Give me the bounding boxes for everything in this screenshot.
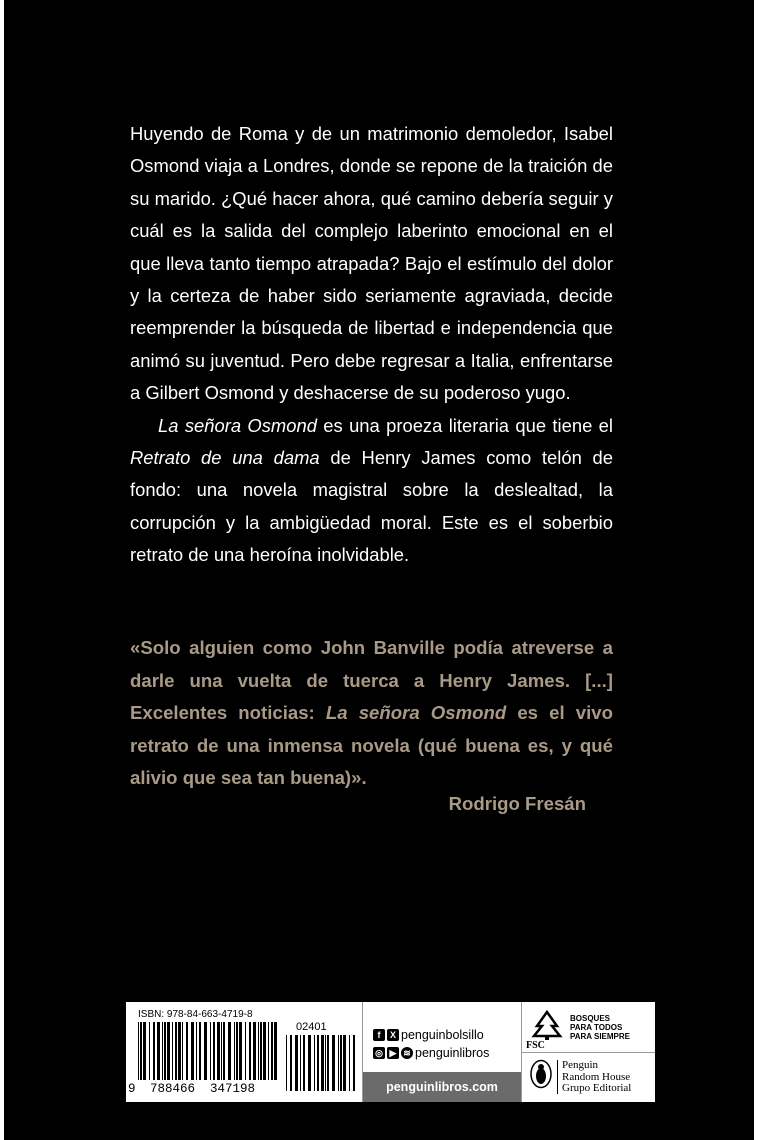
x-icon: X — [387, 1029, 399, 1041]
penguin-logo-icon — [530, 1059, 552, 1089]
publisher-name — [562, 1060, 631, 1095]
certification-block — [522, 1002, 655, 1102]
quote-title: La señora Osmond — [325, 702, 507, 724]
synopsis-paragraph-2 — [130, 410, 613, 572]
quote-part-a: «Solo alguien como John Banville podía atreverse a darle una vuelta de tuerca a Henry James. [...] Excelentes noticias: — [130, 637, 613, 724]
website-url: penguinlibros.com — [363, 1072, 521, 1102]
publisher-line-1: Penguin — [562, 1059, 599, 1071]
social-block — [363, 1002, 522, 1102]
quote-part-b: es el vivo retrato de una inmensa novela (qué buena es, y qué alivio que sea tan buena)». — [130, 702, 613, 789]
back-cover — [4, 0, 754, 1140]
social-row-2 — [373, 1044, 489, 1062]
barcode-icon — [138, 1022, 278, 1084]
info-panel — [126, 1002, 655, 1102]
youtube-icon: ▶ — [387, 1047, 399, 1059]
spotify-icon: ≋ — [401, 1047, 413, 1059]
fsc-slogan-line-3: PARA SIEMPRE — [570, 1032, 631, 1041]
review-quote — [130, 632, 613, 795]
publisher-line-2: Random House — [562, 1070, 631, 1083]
book-title-mention: La señora Osmond — [158, 414, 317, 436]
quote-text — [130, 632, 613, 795]
barcode-first-digit: 9 — [128, 1082, 136, 1096]
synopsis-text-a: es una proeza literaria que tiene el — [316, 414, 613, 436]
divider — [522, 1052, 655, 1053]
fsc-label: FSC — [526, 1040, 545, 1051]
facebook-icon: f — [373, 1029, 385, 1041]
publisher-line-3: Grupo Editorial — [562, 1082, 632, 1094]
reference-title: Retrato de una dama — [130, 447, 320, 469]
handle-penguinbolsillo: penguinbolsillo — [401, 1028, 484, 1042]
isbn-label: ISBN: 978-84-663-4719-8 — [138, 1009, 253, 1020]
fsc-slogan — [570, 1014, 630, 1041]
quote-author: Rodrigo Fresán — [448, 793, 586, 814]
publisher-divider — [557, 1060, 558, 1094]
social-row-1 — [373, 1026, 484, 1044]
addon-barcode-icon — [286, 1035, 356, 1093]
barcode-block — [126, 1002, 363, 1102]
fsc-slogan-line-1: BOSQUES — [570, 1014, 611, 1023]
barcode-group-1: 788466 — [150, 1082, 196, 1096]
handle-penguinlibros: penguinlibros — [415, 1046, 490, 1060]
fsc-slogan-line-2: PARA TODOS — [570, 1023, 623, 1032]
synopsis-text-b: de Henry James como telón de fondo: una novela magistral sobre la deslealtad, la corrupción y la ambigüedad moral. Este es el soberbio retrato de una heroína inolvidable. — [130, 447, 613, 566]
instagram-icon: ◎ — [373, 1047, 385, 1059]
barcode-addon-number: 02401 — [296, 1021, 327, 1033]
synopsis-paragraph-1: Huyendo de Roma y de un matrimonio demoledor, Isabel Osmond viaja a Londres, donde se repone de la traición de su marido. ¿Qué hacer ahora, qué camino debería seguir y cuál es la salida del complejo laberinto emocional en el que lleva tanto tiempo atrapada? Bajo el estímulo del dolor y la certeza de haber sido seriamente agraviada, decide reemprender la búsqueda de libertad e independencia que animó su juventud. Pero debe regresar a Italia, enfrentarse a Gilbert Osmond y deshacerse de su poderoso yugo. — [130, 123, 613, 404]
synopsis — [130, 118, 613, 572]
barcode-group-2: 347198 — [210, 1082, 256, 1096]
